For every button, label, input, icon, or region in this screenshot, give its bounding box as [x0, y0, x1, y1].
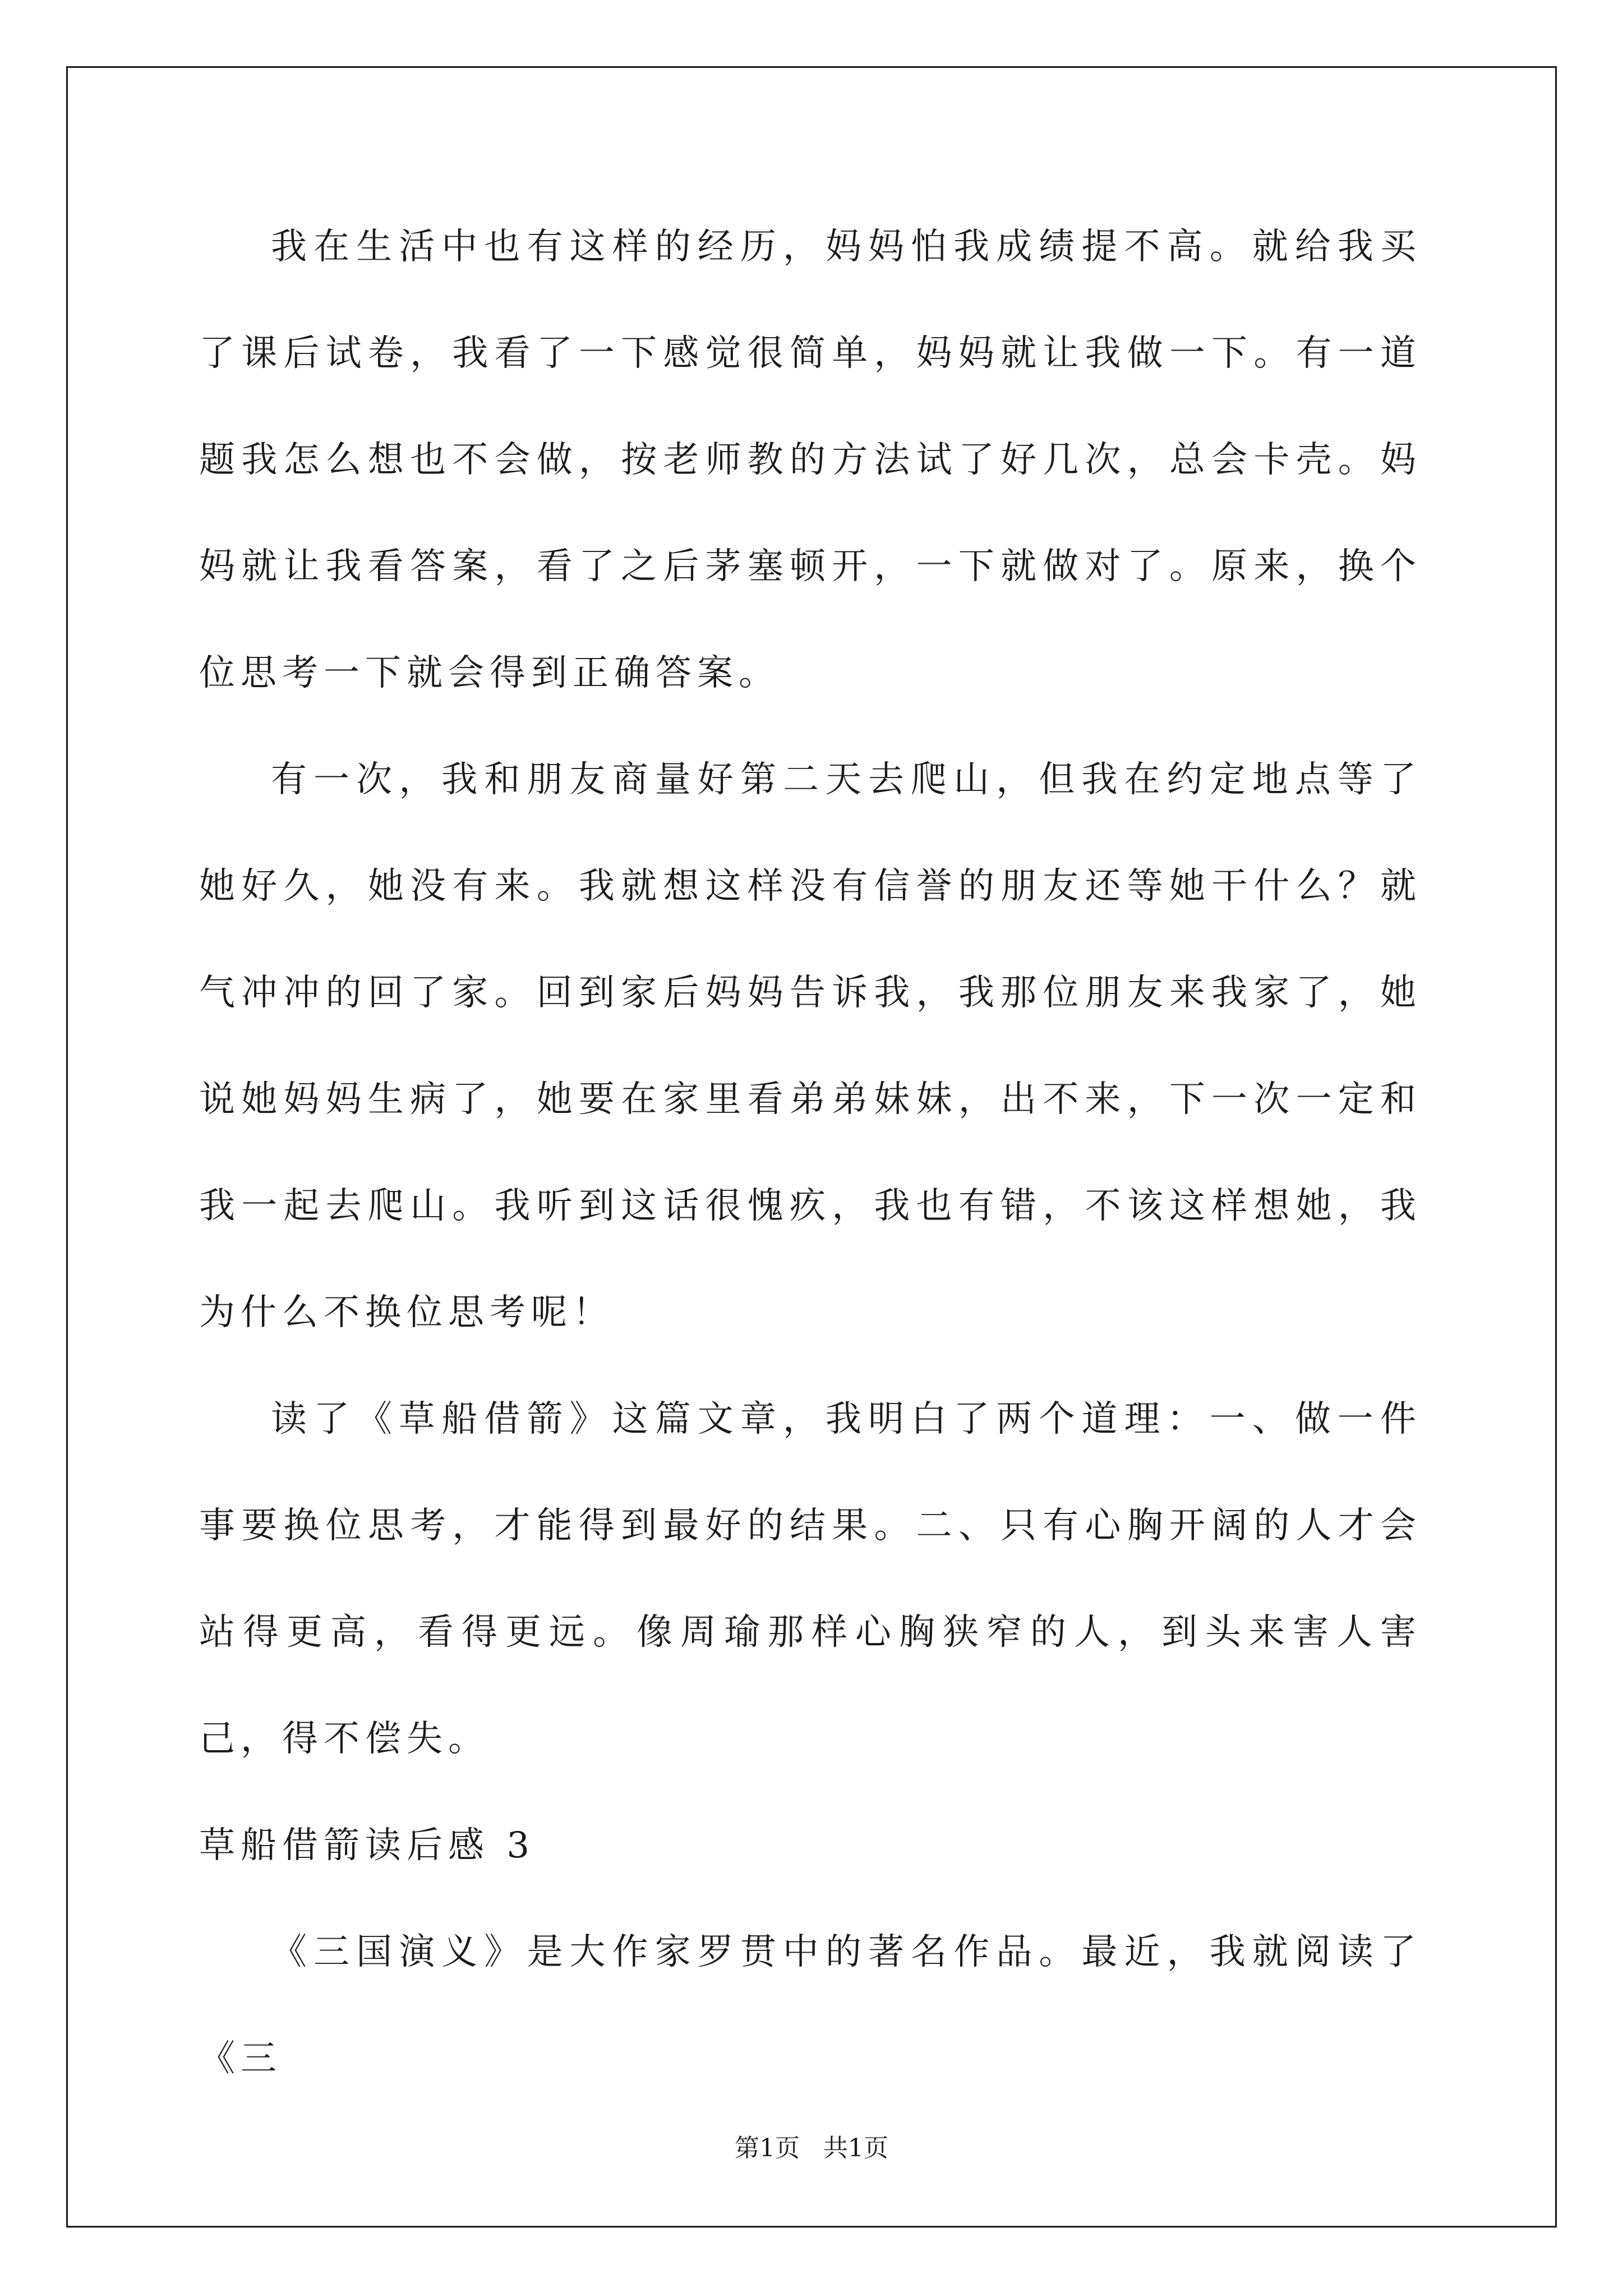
page-footer: 第1页 共1页 — [735, 2134, 888, 2162]
section-paragraph: 《三国演义》是大作家罗贯中的著名作品。最近，我就阅读了《三 — [199, 1931, 1422, 2079]
document-body — [199, 194, 1422, 2112]
paragraph-2: 有一次，我和朋友商量好第二天去爬山，但我在约定地点等了她好久，她没有来。我就想这样没有信誉的朋友还等她干什么？就气冲冲的回了家。回到家后妈妈告诉我，我那位朋友来我家了，她说她妈妈生病了，她要在家里看弟弟妹妹，出不来，下一次一定和我一起去爬山。我听到这话很愧疚，我也有错，不该这样想她，我为什么不换位思考呢！ — [199, 759, 1422, 1333]
paragraph-1: 我在生活中也有这样的经历，妈妈怕我成绩提不高。就给我买了课后试卷，我看了一下感觉很简单，妈妈就让我做一下。有一道题我怎么想也不会做，按老师教的方法试了好几次，总会卡壳。妈妈就让我看答案，看了之后茅塞顿开，一下就做对了。原来，换个位思考一下就会得到正确答案。 — [199, 226, 1422, 694]
paragraph-3: 读了《草船借箭》这篇文章，我明白了两个道理：一、做一件事要换位思考，才能得到最好的结果。二、只有心胸开阔的人才会站得更高，看得更远。像周瑜那样心胸狭窄的人，到头来害人害己，得不偿失。 — [199, 1398, 1422, 1760]
section-heading: 草船借箭读后感 3 — [199, 1825, 536, 1866]
